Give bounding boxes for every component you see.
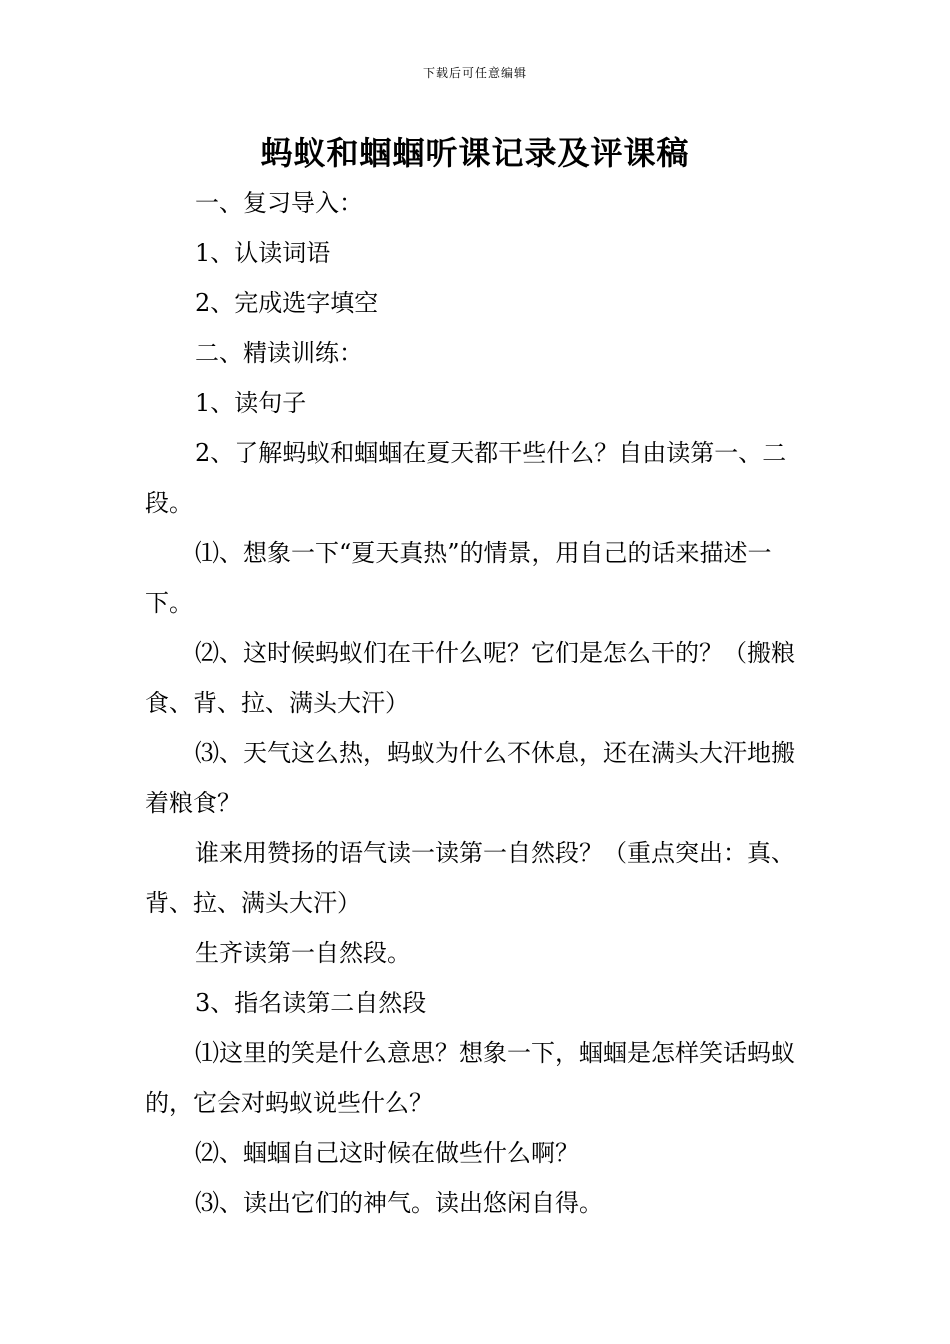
section-heading-review: 一、复习导入： [195,189,363,217]
document-title: 蚂蚁和蝈蝈听课记录及评课稿 [260,134,690,172]
paragraph-item: 2、了解蚂蚁和蝈蝈在夏天都干些什么？自由读第一、二段。 [145,439,787,517]
paragraph-item: 3、指名读第二自然段 [195,989,427,1017]
document-body [145,178,815,1228]
paragraph-item: ⑴这里的笑是什么意思？想象一下，蝈蝈是怎样笑话蚂蚁的，它会对蚂蚁说些什么？ [145,1039,795,1117]
paragraph-item: ⑴、想象一下“夏天真热”的情景，用自己的话来描述一下。 [145,539,772,617]
paragraph-item: 生齐读第一自然段。 [195,939,411,967]
paragraph-item: ⑶、读出它们的神气。读出悠闲自得。 [195,1189,603,1217]
paragraph-item: 谁来用赞扬的语气读一读第一自然段？（重点突出：真、背、拉、满头大汗） [145,839,795,917]
paragraph-item: 2、完成选字填空 [195,289,379,317]
page-header-note: 下载后可任意编辑 [422,66,527,80]
paragraph-item: ⑵、蝈蝈自己这时候在做些什么啊？ [195,1139,579,1167]
paragraph-item: ⑵、这时候蚂蚁们在干什么呢？它们是怎么干的？（搬粮食、背、拉、满头大汗） [145,639,795,717]
paragraph-item: 1、读句子 [195,389,307,417]
paragraph-item: 1、认读词语 [195,239,331,267]
paragraph-item: ⑶、天气这么热，蚂蚁为什么不休息，还在满头大汗地搬着粮食？ [145,739,795,817]
section-heading-reading: 二、精读训练： [195,339,363,367]
